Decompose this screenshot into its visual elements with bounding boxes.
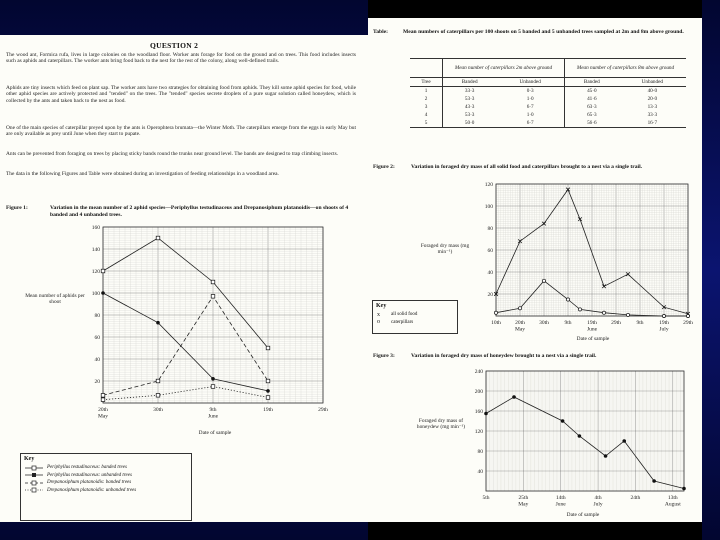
figure1-ylabel: Mean number of aphids per shoot	[25, 293, 85, 306]
intro-paragraph: The wood ant, Formica rufa, lives in large colonies on the woodland floor. Worker ants forage for food on the ground and on trees. This food includes insects such as aphids and caterpillars. The worker ants bring food back to the nest for the rest of the colony, along well-defined trails.	[6, 52, 356, 65]
figure1-chart	[85, 223, 335, 427]
table-cell: 5	[424, 120, 428, 126]
data-point	[156, 321, 160, 325]
data-point	[561, 419, 565, 423]
data-point	[662, 314, 665, 317]
table-cell: 1·0	[526, 112, 534, 118]
data-point	[211, 295, 215, 299]
figure3-label: Figure 3:	[373, 353, 395, 359]
table-group-8m: Mean number of caterpillars 8m above ground	[565, 59, 686, 78]
caterpillar-table	[410, 58, 686, 128]
x-tick-label: 9th	[636, 320, 644, 326]
table-row	[410, 103, 686, 111]
table-header: Banded	[443, 78, 497, 87]
table-row	[410, 87, 686, 96]
figure2-key-title: Key	[376, 303, 387, 309]
y-tick-label: 100	[91, 291, 100, 297]
table-cell: 53·3	[443, 95, 497, 103]
table-cell: 56·6	[565, 119, 619, 128]
y-tick-label: 120	[484, 182, 493, 188]
x-tick-label: 29th	[611, 320, 621, 326]
figure1-caption: Variation in the mean number of 2 aphid species—Periphyllus testudinaceus and Drepanosiphum platanoidis—on shoots of 4 banded and 4 unbanded trees.	[50, 205, 349, 218]
x-tick-label: 29th	[318, 407, 328, 413]
y-tick-label: 160	[474, 409, 483, 415]
table-row	[410, 95, 686, 103]
data-point	[494, 311, 497, 314]
table-cell: 13·3	[647, 104, 658, 110]
data-point	[518, 307, 521, 310]
data-point	[266, 346, 270, 350]
left-document-page	[0, 35, 368, 522]
slide-background-right	[702, 0, 720, 540]
table-cell: 2	[424, 96, 428, 102]
y-tick-label: 80	[477, 449, 483, 455]
figure2-ylabel: Foraged dry mass (mg min⁻¹)	[420, 243, 470, 256]
data-point	[484, 412, 488, 416]
data-point	[266, 396, 270, 400]
y-tick-label: 80	[94, 313, 100, 319]
y-tick-label: 140	[91, 247, 100, 253]
data-point	[652, 479, 656, 483]
data-point	[578, 434, 582, 438]
aphids-paragraph: Aphids are tiny insects which feed on plant sap. The worker ants have two strategies for obtaining food from aphids. They kill some aphid species for food, while other aphid species are actively protected and "tended" on the trees. The "tended" species secrete droplets of a pure sugar solution called honeydew, which is collected by the ants and taken back to the nest as food.	[6, 85, 356, 104]
table-cell: 53·3	[443, 111, 497, 119]
x-tick-label: 9th June	[207, 407, 219, 420]
x-tick-label: 19th July	[659, 320, 669, 333]
data-point	[604, 454, 608, 458]
table-cell: 3	[424, 104, 428, 110]
data-point	[101, 291, 105, 295]
x-tick-label: 4th July	[593, 495, 603, 508]
table-cell: 6·7	[526, 120, 534, 126]
y-tick-label: 120	[474, 429, 483, 435]
y-tick-label: 40	[487, 270, 493, 276]
x-tick-label: 9th	[564, 320, 572, 326]
figure1-key-row: Periphyllus testudinaceus: unbanded trees	[21, 472, 191, 480]
x-tick-label: 19th	[263, 407, 273, 413]
table-body	[410, 87, 686, 128]
figure2-xlabel: Date of sample	[576, 336, 610, 342]
data-point	[266, 379, 270, 383]
table-label: Table:	[373, 29, 389, 35]
table-group-2m: Mean number of caterpillars 2m above ground	[443, 59, 565, 78]
data-point	[156, 236, 160, 240]
figure2-key-row: x all solid food	[377, 311, 418, 318]
y-tick-label: 80	[487, 226, 493, 232]
data-point	[578, 308, 581, 311]
table-cell: 63·3	[565, 103, 619, 111]
x-tick-label: 30th	[153, 407, 163, 413]
data-point	[686, 314, 689, 317]
y-tick-label: 100	[484, 204, 493, 210]
table-cell: 16·7	[647, 120, 658, 126]
figure1-xlabel: Date of sample	[198, 430, 232, 436]
data-paragraph: The data in the following Figures and Table were obtained during an investigation of feeding relationships in a woodland area.	[6, 171, 279, 177]
table-caption: Mean numbers of caterpillars per 100 shoots on 5 banded and 5 unbanded trees sampled at 2m and 8m above ground.	[403, 29, 684, 35]
table-cell: 0·3	[526, 88, 534, 94]
table-cell: 33·3	[443, 87, 497, 96]
table-header: Unbanded	[641, 79, 663, 85]
y-tick-label: 20	[94, 379, 100, 385]
x-tick-label: 19th June	[586, 320, 598, 333]
y-tick-label: 200	[474, 389, 483, 395]
y-tick-label: 160	[91, 225, 100, 231]
figure2-caption: Variation in foraged dry mass of all solid food and caterpillars brought to a nest via a single trail.	[411, 164, 643, 170]
table-cell: 65·3	[565, 111, 619, 119]
x-tick-label: 5th	[482, 495, 490, 501]
figure1-key-title: Key	[24, 456, 35, 462]
figure1-label: Figure 1:	[6, 205, 28, 211]
x-tick-label: 20th May	[97, 407, 109, 420]
table-row	[410, 111, 686, 119]
x-tick-label: 30th	[539, 320, 549, 326]
banding-paragraph: Ants can be prevented from foraging on trees by placing sticky bands round the trunks near ground level. The bands are designed to trap climbing insects.	[6, 151, 339, 157]
x-tick-label: 20th May	[514, 320, 526, 333]
y-tick-label: 20	[487, 292, 493, 298]
data-point	[682, 487, 686, 491]
y-tick-label: 40	[94, 357, 100, 363]
table-row	[410, 119, 686, 128]
figure1-key	[20, 453, 192, 521]
data-point	[156, 379, 160, 383]
figure2-label: Figure 2:	[373, 164, 395, 170]
data-point	[266, 389, 270, 393]
data-point	[211, 280, 215, 284]
data-point	[622, 439, 626, 443]
x-tick-label: 25th May	[518, 495, 529, 508]
x-tick-label: 14th June	[555, 495, 566, 508]
figure2-chart	[478, 180, 698, 335]
table-cell: 6·7	[526, 104, 534, 110]
data-point	[101, 269, 105, 273]
data-point	[211, 385, 215, 389]
table-header: Tree	[421, 79, 431, 85]
right-document-page	[368, 18, 702, 522]
figure1-key-row: Drepanosiphum platanoidis: banded trees	[21, 479, 191, 487]
table-cell: 4	[424, 112, 428, 118]
figure1-key-row: Periphyllus testudinaceus: banded trees	[21, 464, 191, 472]
y-tick-label: 120	[91, 269, 100, 275]
table-cell: 40·0	[647, 88, 658, 94]
x-tick-label: 13th August	[664, 495, 681, 508]
data-point	[156, 394, 160, 398]
table-cell: 43·3	[443, 103, 497, 111]
series-line	[486, 397, 684, 489]
table-cell: 33·3	[647, 112, 658, 118]
table-cell: 20·0	[647, 96, 658, 102]
table-header: Banded	[565, 78, 619, 87]
y-tick-label: 60	[94, 335, 100, 341]
figure1-key-row: Drepanosiphum platanoidis: unbanded trees	[21, 487, 191, 495]
figure2-key-row: o caterpillars	[377, 319, 414, 326]
y-tick-label: 60	[487, 248, 493, 254]
data-point	[626, 313, 629, 316]
data-point	[101, 398, 105, 402]
table-header: Unbanded	[519, 79, 541, 85]
data-point	[542, 279, 545, 282]
caterpillar-paragraph: One of the main species of caterpillar preyed upon by the ants is Operophtera brumata—the Winter Moth. The caterpillars emerge from the eggs in early May but are only available as prey until June when they start to pupate.	[6, 125, 356, 138]
table-cell: 41·6	[565, 95, 619, 103]
figure3-ylabel: Foraged dry mass of honeydew (mg min⁻¹)	[416, 418, 466, 431]
question-title: QUESTION 2	[150, 41, 199, 50]
data-point	[211, 377, 215, 381]
table-cell: 45·0	[565, 87, 619, 96]
y-tick-label: 40	[477, 469, 483, 475]
data-point	[602, 311, 605, 314]
table-cell: 1·0	[526, 96, 534, 102]
x-tick-label: 29th	[683, 320, 693, 326]
x-tick-label: 24th	[630, 495, 641, 501]
data-point	[512, 395, 516, 399]
figure3-xlabel: Date of sample	[566, 512, 600, 518]
data-point	[566, 298, 569, 301]
figure2-key	[372, 300, 458, 334]
x-tick-label: 10th	[491, 320, 501, 326]
y-tick-label: 240	[474, 369, 483, 375]
figure3-caption: Variation in foraged dry mass of honeydew brought to a nest via a single trail.	[411, 353, 597, 359]
figure3-chart	[468, 367, 698, 512]
table-cell: 50·0	[443, 119, 497, 128]
data-point	[101, 394, 105, 398]
table-cell: 1	[424, 88, 428, 94]
